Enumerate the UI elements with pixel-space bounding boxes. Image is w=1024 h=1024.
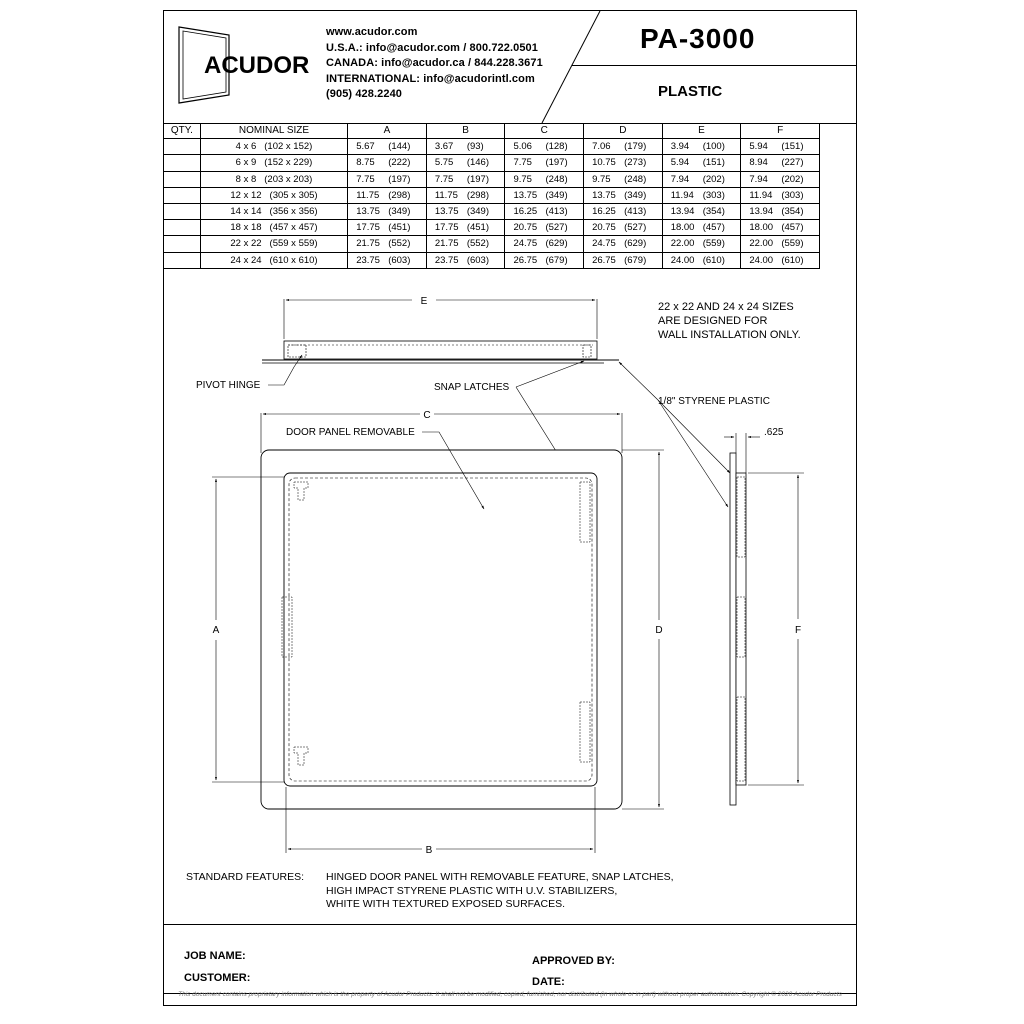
- dim-b-cell: [426, 203, 505, 219]
- qty-cell[interactable]: [164, 155, 200, 171]
- dim-inches: 18.00: [670, 222, 695, 234]
- customer-field[interactable]: CUSTOMER:: [184, 972, 251, 984]
- dim-inches: 11.94: [749, 189, 773, 201]
- dim-mm: (273): [624, 157, 647, 169]
- contact-international: INTERNATIONAL: info@acudorintl.com: [326, 72, 535, 85]
- dim-inches: 13.75: [592, 189, 616, 201]
- dim-inches: 9.75: [592, 173, 611, 185]
- pivot-hinge-label: PIVOT HINGE: [196, 380, 261, 391]
- dim-inches: 24.75: [592, 238, 616, 250]
- dim-inches: 7.75: [434, 173, 454, 185]
- dim-inches: 22.00: [670, 238, 695, 250]
- dim-mm: (413): [545, 206, 568, 218]
- size-table: [164, 123, 820, 269]
- dim-e-cell: [662, 203, 741, 219]
- dim-mm: (222): [388, 157, 411, 169]
- dim-d-cell: [584, 155, 663, 171]
- dim-mm: (354): [702, 206, 725, 218]
- dim-e-cell: [662, 220, 741, 236]
- dim-inches: 13.75: [434, 206, 459, 218]
- nominal-size-inches: 6 x 9: [235, 157, 257, 169]
- front-view: [261, 450, 622, 809]
- dim-b-cell: [426, 139, 505, 155]
- dim-inches: 10.75: [592, 157, 616, 169]
- dim-inches: 7.75: [356, 173, 375, 185]
- dim-e-cell: [662, 252, 741, 268]
- col-nominal-size: NOMINAL SIZE: [200, 123, 347, 139]
- dim-a-cell: [348, 187, 427, 203]
- dim-c-cell: [505, 139, 584, 155]
- nominal-size-inches: 14 x 14: [230, 206, 262, 218]
- dim-mm: (298): [388, 189, 411, 201]
- dim-mm: (248): [624, 173, 647, 185]
- dim-mm: (451): [388, 222, 411, 234]
- dim-mm: (559): [702, 238, 725, 250]
- nominal-size-mm: (305 x 305): [269, 189, 318, 201]
- dim-mm: (552): [466, 238, 489, 250]
- features-line-2: HIGH IMPACT STYRENE PLASTIC WITH U.V. STABILIZERS,: [326, 884, 618, 897]
- dim-inches: 24.00: [749, 254, 774, 266]
- col-qty: QTY.: [164, 123, 200, 139]
- dim-b-label: B: [425, 845, 433, 856]
- table-row: [164, 139, 820, 155]
- nominal-size-mm: (203 x 203): [264, 173, 313, 185]
- nominal-size-cell: [200, 155, 347, 171]
- dim-inches: 17.75: [434, 222, 459, 234]
- dim-f-cell: [741, 220, 820, 236]
- dim-mm: (629): [624, 238, 647, 250]
- table-row: [164, 155, 820, 171]
- table-row: [164, 252, 820, 268]
- dim-a-cell: [348, 139, 427, 155]
- dim-mm: (146): [466, 157, 489, 169]
- col-d: D: [584, 123, 663, 139]
- dim-c-cell: [505, 220, 584, 236]
- dim-mm: (93): [466, 141, 484, 153]
- dim-inches: 7.94: [749, 173, 768, 185]
- dim-inches: 26.75: [592, 254, 616, 266]
- dim-mm: (610): [702, 254, 725, 266]
- dim-c-cell: [505, 171, 584, 187]
- dim-mm: (552): [388, 238, 411, 250]
- contact-usa: U.S.A.: info@acudor.com / 800.722.0501: [326, 41, 538, 54]
- dim-mm: (197): [545, 157, 568, 169]
- dim-mm: (179): [624, 141, 647, 153]
- dim-c-cell: [505, 155, 584, 171]
- features-line-1: HINGED DOOR PANEL WITH REMOVABLE FEATURE, SNAP LATCHES,: [326, 871, 674, 883]
- dim-d-cell: [584, 220, 663, 236]
- contact-web[interactable]: www.acudor.com: [326, 26, 418, 38]
- model-number: PA-3000: [640, 23, 756, 54]
- dim-mm: (202): [781, 173, 804, 185]
- dim-b-cell: [426, 187, 505, 203]
- dim-inches: 24.00: [670, 254, 695, 266]
- nominal-size-inches: 22 x 22: [230, 238, 262, 250]
- dim-mm: (303): [702, 189, 725, 201]
- nominal-size-mm: (152 x 229): [264, 157, 313, 169]
- dim-mm: (227): [781, 157, 804, 169]
- dim-inches: 5.94: [670, 157, 690, 169]
- dim-f-cell: [741, 252, 820, 268]
- dim-c-cell: [505, 236, 584, 252]
- top-view: [262, 296, 619, 363]
- dim-mm: (100): [702, 141, 725, 153]
- dim-inches: 17.75: [356, 222, 380, 234]
- dim-d-cell: [584, 187, 663, 203]
- table-row: [164, 203, 820, 219]
- dim-inches: 5.06: [513, 141, 532, 153]
- dim-c-cell: [505, 203, 584, 219]
- table-row: [164, 171, 820, 187]
- acudor-logo: [174, 21, 314, 109]
- job-name-field[interactable]: JOB NAME:: [184, 950, 246, 962]
- dim-625-label: .625: [764, 427, 784, 438]
- dim-a-cell: [348, 220, 427, 236]
- nominal-size-mm: (457 x 457): [269, 222, 318, 234]
- dim-mm: (128): [545, 141, 568, 153]
- dim-inches: 9.75: [513, 173, 532, 185]
- technical-drawing: [164, 277, 856, 917]
- dim-a-cell: [348, 171, 427, 187]
- dim-mm: (679): [545, 254, 568, 266]
- dim-b-cell: [426, 155, 505, 171]
- nominal-size-mm: (356 x 356): [269, 206, 318, 218]
- qty-cell[interactable]: [164, 236, 200, 252]
- dim-a-cell: [348, 203, 427, 219]
- dim-c-cell: [505, 252, 584, 268]
- nominal-size-cell: [200, 139, 347, 155]
- dim-inches: 16.25: [513, 206, 538, 218]
- dim-inches: 11.94: [670, 189, 694, 201]
- dim-a-cell: [348, 252, 427, 268]
- dim-inches: 7.06: [592, 141, 611, 153]
- qty-cell[interactable]: [164, 171, 200, 187]
- dim-mm: (527): [545, 222, 568, 234]
- note-line-2: ARE DESIGNED FOR: [658, 315, 768, 327]
- dim-d-cell: [584, 236, 663, 252]
- date-field[interactable]: DATE:: [532, 976, 565, 988]
- dim-inches: 20.75: [592, 222, 616, 234]
- table-row: [164, 220, 820, 236]
- dim-d-cell: [584, 252, 663, 268]
- dim-inches: 13.94: [749, 206, 774, 218]
- nominal-size-mm: (102 x 152): [264, 141, 313, 153]
- dim-f-cell: [741, 139, 820, 155]
- signoff-block: [164, 924, 856, 994]
- dim-a-cell: [348, 155, 427, 171]
- dim-e-label: E: [420, 296, 428, 307]
- col-e: E: [662, 123, 741, 139]
- dim-b-cell: [426, 220, 505, 236]
- snap-latches-label: SNAP LATCHES: [434, 382, 510, 393]
- door-panel-label: DOOR PANEL REMOVABLE: [286, 427, 415, 438]
- dim-mm: (559): [781, 238, 804, 250]
- nominal-size-inches: 24 x 24: [230, 254, 262, 266]
- nominal-size-inches: 18 x 18: [230, 222, 262, 234]
- dim-f-label: F: [794, 625, 802, 636]
- dim-inches: 16.25: [592, 206, 616, 218]
- nominal-size-inches: 8 x 8: [235, 173, 257, 185]
- dim-c-label: C: [423, 410, 431, 421]
- nominal-size-cell: [200, 220, 347, 236]
- qty-cell[interactable]: [164, 252, 200, 268]
- dim-inches: 18.00: [749, 222, 774, 234]
- dim-mm: (248): [545, 173, 568, 185]
- dim-mm: (303): [781, 189, 804, 201]
- dim-inches: 8.94: [749, 157, 768, 169]
- dim-inches: 13.75: [513, 189, 538, 201]
- dim-inches: 13.94: [670, 206, 695, 218]
- dim-inches: 11.75: [356, 189, 380, 201]
- dim-mm: (451): [466, 222, 489, 234]
- dim-mm: (202): [702, 173, 725, 185]
- nominal-size-cell: [200, 187, 347, 203]
- dim-inches: 22.00: [749, 238, 774, 250]
- features-line-3: WHITE WITH TEXTURED EXPOSED SURFACES.: [326, 898, 565, 910]
- dim-f-cell: [741, 236, 820, 252]
- dim-mm: (629): [545, 238, 568, 250]
- dim-mm: (144): [388, 141, 411, 153]
- dim-mm: (197): [388, 173, 411, 185]
- dim-inches: 26.75: [513, 254, 538, 266]
- contact-intl-phone: (905) 428.2240: [326, 88, 403, 100]
- nominal-size-cell: [200, 203, 347, 219]
- dim-d-cell: [584, 171, 663, 187]
- dim-mm: (349): [545, 189, 568, 201]
- col-c: C: [505, 123, 584, 139]
- qty-cell[interactable]: [164, 220, 200, 236]
- nominal-size-mm: (610 x 610): [269, 254, 318, 266]
- col-f: F: [741, 123, 820, 139]
- dim-e-cell: [662, 139, 741, 155]
- nominal-size-inches: 12 x 12: [230, 189, 262, 201]
- contact-info: [326, 25, 543, 103]
- dim-inches: 20.75: [513, 222, 538, 234]
- nominal-size-mm: (559 x 559): [269, 238, 318, 250]
- table-header-row: [164, 123, 820, 139]
- dim-f-cell: [741, 203, 820, 219]
- qty-cell[interactable]: [164, 139, 200, 155]
- dim-b-cell: [426, 236, 505, 252]
- dim-f-cell: [741, 187, 820, 203]
- dim-inches: 3.67: [434, 141, 454, 153]
- dim-mm: (457): [702, 222, 725, 234]
- side-view: [730, 453, 746, 805]
- note-line-3: WALL INSTALLATION ONLY.: [658, 329, 801, 341]
- dim-mm: (354): [781, 206, 804, 218]
- dim-inches: 5.75: [434, 157, 454, 169]
- dim-e-cell: [662, 155, 741, 171]
- dim-d-cell: [584, 203, 663, 219]
- dim-e-cell: [662, 171, 741, 187]
- dim-f-cell: [741, 171, 820, 187]
- dim-inches: 3.94: [670, 141, 690, 153]
- table-row: [164, 187, 820, 203]
- dim-inches: 24.75: [513, 238, 538, 250]
- dim-inches: 21.75: [434, 238, 459, 250]
- nominal-size-cell: [200, 171, 347, 187]
- dim-inches: 23.75: [356, 254, 380, 266]
- dim-inches: 8.75: [356, 157, 375, 169]
- dim-mm: (197): [466, 173, 489, 185]
- dim-mm: (349): [388, 206, 411, 218]
- qty-cell[interactable]: [164, 187, 200, 203]
- dim-inches: 11.75: [434, 189, 458, 201]
- features-label: STANDARD FEATURES:: [186, 871, 305, 883]
- dim-inches: 23.75: [434, 254, 459, 266]
- dim-mm: (603): [388, 254, 411, 266]
- qty-cell[interactable]: [164, 203, 200, 219]
- material-label: PLASTIC: [658, 83, 723, 100]
- col-a: A: [348, 123, 427, 139]
- note-line-1: 22 x 22 AND 24 x 24 SIZES: [658, 301, 794, 313]
- brand-name: ACUDOR: [204, 52, 310, 79]
- spec-sheet: [163, 10, 857, 1006]
- header: [164, 11, 856, 124]
- dim-c-cell: [505, 187, 584, 203]
- dim-mm: (679): [624, 254, 647, 266]
- table-row: [164, 236, 820, 252]
- nominal-size-cell: [200, 252, 347, 268]
- dim-b-cell: [426, 171, 505, 187]
- dim-e-cell: [662, 187, 741, 203]
- dim-mm: (151): [702, 157, 725, 169]
- col-b: B: [426, 123, 505, 139]
- dim-inches: 21.75: [356, 238, 380, 250]
- dim-mm: (349): [624, 189, 647, 201]
- dim-mm: (298): [466, 189, 489, 201]
- model-area: [572, 11, 856, 123]
- dim-mm: (603): [466, 254, 489, 266]
- dim-mm: (527): [624, 222, 647, 234]
- dim-a-cell: [348, 236, 427, 252]
- dim-inches: 13.75: [356, 206, 380, 218]
- dim-mm: (457): [781, 222, 804, 234]
- nominal-size-cell: [200, 236, 347, 252]
- dim-inches: 7.94: [670, 173, 690, 185]
- dim-d-label: D: [655, 625, 663, 636]
- dim-mm: (349): [466, 206, 489, 218]
- footer-disclaimer: This document contains proprietary information which is the property of Acudor Products. It shall not be modified, copied, furnished, nor distributed (in whole or in part) without proper authorization. Copyright © 2020 Acudor Products: [178, 991, 842, 998]
- dim-b-cell: [426, 252, 505, 268]
- dim-inches: 7.75: [513, 157, 532, 169]
- dim-e-cell: [662, 236, 741, 252]
- dim-f-cell: [741, 155, 820, 171]
- dim-mm: (610): [781, 254, 804, 266]
- dim-inches: 5.67: [356, 141, 375, 153]
- nominal-size-inches: 4 x 6: [235, 141, 257, 153]
- approved-by-field[interactable]: APPROVED BY:: [532, 955, 615, 967]
- styrene-label: 1/8" STYRENE PLASTIC: [658, 396, 770, 407]
- dim-mm: (413): [624, 206, 647, 218]
- dim-mm: (151): [781, 141, 804, 153]
- contact-canada: CANADA: info@acudor.ca / 844.228.3671: [326, 57, 543, 69]
- dim-inches: 5.94: [749, 141, 768, 153]
- dim-a-label: A: [212, 625, 220, 636]
- dim-d-cell: [584, 139, 663, 155]
